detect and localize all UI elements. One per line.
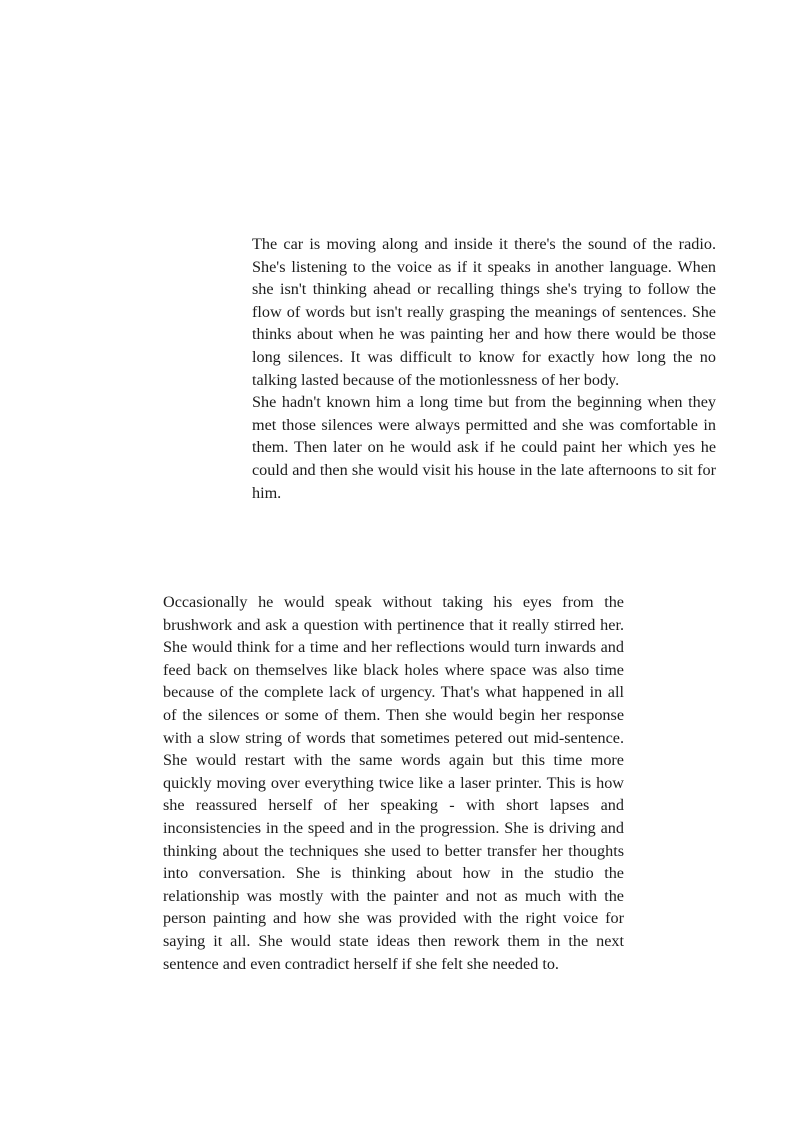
paragraph-car-radio: The car is moving along and inside it there's the sound of the radio. She's listening to the voice as if it speaks in another language. When she isn't thinking ahead or recalling things she's trying to follow the flow of words but isn't really grasping the meanings of sentences. She thinks about when he was painting her and how there would be those long silences. It was difficult to know for exactly how long the no talking lasted because of the motionlessness of her body. [252,235,716,389]
paragraph-silences: She hadn't known him a long time but from the beginning when they met those silences were always permitted and she was comfortable in them. Then later on he would ask if he could paint her which yes he could and then she would visit his house in the late afternoons to sit for him. [252,393,716,502]
paragraph-brushwork: Occasionally he would speak without taking his eyes from the brushwork and ask a question with pertinence that it really stirred her. She would think for a time and her reflections would turn inwards and feed back on themselves like black holes where space was also time because of the complete lack of urgency. That's what happened in all of the silences or some of them. Then she would begin her response with a slow string of words that sometimes petered out mid-sentence. She would restart with the same words again but this time more quickly moving over everything twice like a laser printer. This is how she reassured herself of her speaking - with short lapses and inconsistencies in the speed and in the progression. She is driving and thinking about the techniques she used to better transfer her thoughts into conversation. She is thinking about how in the studio the relationship was mostly with the painter and not as much with the person painting and how she was provided with the right voice for saying it all. She would state ideas then rework them in the next sentence and even contradict herself if she felt she needed to. [163,593,624,973]
text-block-car-radio [252,233,716,504]
text-block-brushwork [163,591,624,975]
